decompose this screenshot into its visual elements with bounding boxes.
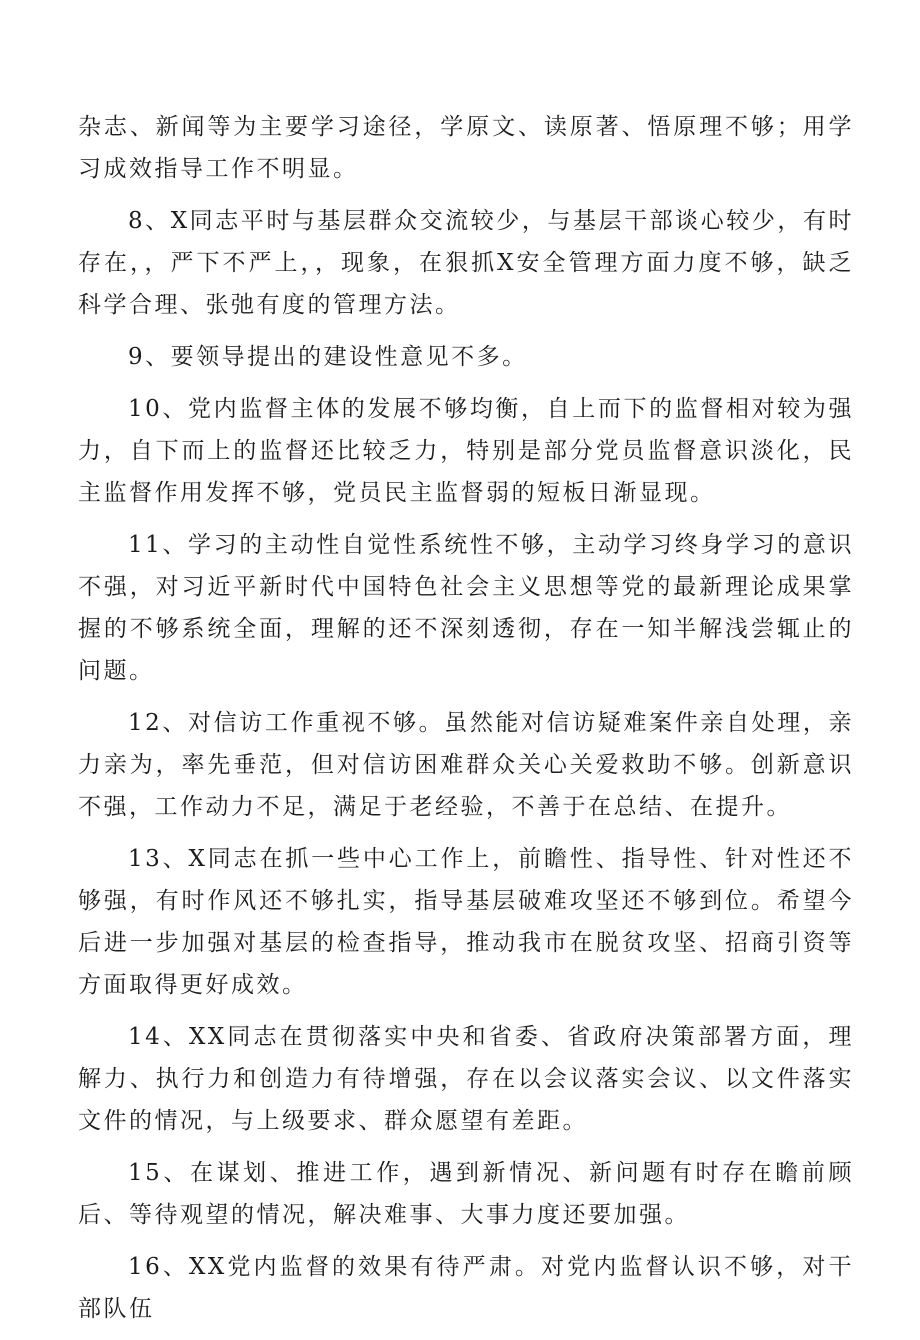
paragraph-item-13: 13、X同志在抓一些中心工作上，前瞻性、指导性、针对性还不够强，有时作风还不够扎实，指导基层破难攻坚还不够到位。希望今后进一步加强对基层的检查指导，推动我市在脱贫攻坚、招商引资等方面取得更好成效。 bbox=[78, 846, 854, 998]
paragraph-item-16: 16、XX党内监督的效果有待严肃。对党内监督认识不够，对干部队伍 bbox=[78, 1254, 854, 1322]
paragraph-item-8: 8、X同志平时与基层群众交流较少，与基层干部谈心较少，有时存在，，严下不严上，，现象，在狠抓X安全管理方面力度不够，缺乏科学合理、张弛有度的管理方法。 bbox=[78, 208, 854, 318]
paragraph-item-14: 14、XX同志在贯彻落实中央和省委、省政府决策部署方面，理解力、执行力和创造力有待增强，存在以会议落实会议、以文件落实文件的情况，与上级要求、群众愿望有差距。 bbox=[78, 1024, 854, 1134]
paragraph-item-11: 11、学习的主动性自觉性系统性不够，主动学习终身学习的意识不强，对习近平新时代中国特色社会主义思想等党的最新理论成果掌握的不够系统全面，理解的还不深刻透彻，存在一知半解浅尝辄止的问题。 bbox=[78, 532, 854, 684]
paragraph-item-12: 12、对信访工作重视不够。虽然能对信访疑难案件亲自处理，亲力亲为，率先垂范，但对信访困难群众关心关爱救助不够。创新意识不强，工作动力不足，满足于老经验，不善于在总结、在提升。 bbox=[78, 710, 854, 820]
paragraph-continuation: 杂志、新闻等为主要学习途径，学原文、读原著、悟原理不够；用学习成效指导工作不明显。 bbox=[78, 114, 854, 182]
paragraph-item-9: 9、要领导提出的建设性意见不多。 bbox=[128, 344, 528, 370]
paragraph-item-10: 10、党内监督主体的发展不够均衡，自上而下的监督相对较为强力，自下而上的监督还比较乏力，特别是部分党员监督意识淡化，民主监督作用发挥不够，党员民主监督弱的短板日渐显现。 bbox=[78, 396, 854, 506]
document-body bbox=[78, 106, 854, 1340]
paragraph-item-15: 15、在谋划、推进工作，遇到新情况、新问题有时存在瞻前顾后、等待观望的情况，解决难事、大事力度还要加强。 bbox=[78, 1160, 854, 1228]
